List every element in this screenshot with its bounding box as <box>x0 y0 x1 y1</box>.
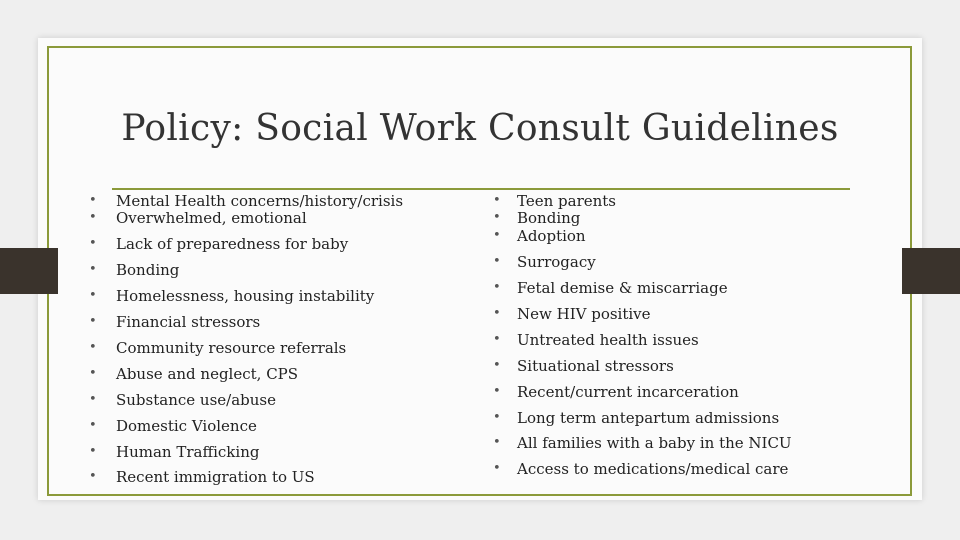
right-list-item: Recent/current incarceration <box>517 383 739 401</box>
bullet-marker: • <box>493 461 501 476</box>
bullet-marker: • <box>493 384 501 399</box>
left-list-item: Human Trafficking <box>116 443 260 461</box>
bullet-marker: • <box>493 280 501 295</box>
right-list-item: Surrogacy <box>517 253 596 271</box>
left-list-item: Recent immigration to US <box>116 468 315 486</box>
bullet-marker: • <box>89 210 97 225</box>
bullet-marker: • <box>493 358 501 373</box>
bullet-marker: • <box>89 236 97 251</box>
title-underline <box>112 188 850 190</box>
left-list-item: Abuse and neglect, CPS <box>116 365 299 383</box>
right-list-item: Fetal demise & miscarriage <box>517 279 728 297</box>
bullet-marker: • <box>89 193 97 208</box>
right-list-item: Access to medications/medical care <box>517 460 789 478</box>
bullet-marker: • <box>89 418 97 433</box>
left-list-item: Financial stressors <box>116 313 261 331</box>
bullet-marker: • <box>89 392 97 407</box>
bullet-marker: • <box>493 210 501 225</box>
bullet-marker: • <box>89 469 97 484</box>
bullet-marker: • <box>89 288 97 303</box>
left-list-item: Lack of preparedness for baby <box>116 235 349 253</box>
bullet-marker: • <box>89 444 97 459</box>
left-list-item: Overwhelmed, emotional <box>116 209 307 227</box>
left-list-item: Mental Health concerns/history/crisis <box>116 192 404 210</box>
bullet-marker: • <box>493 306 501 321</box>
right-list-item: All families with a baby in the NICU <box>517 434 792 452</box>
left-list-item: Substance use/abuse <box>116 391 276 409</box>
bullet-marker: • <box>493 410 501 425</box>
left-list-item: Homelessness, housing instability <box>116 287 375 305</box>
left-list-item: Bonding <box>116 261 180 279</box>
bullet-marker: • <box>493 193 501 208</box>
left-edge-tab <box>0 248 58 294</box>
slide-title: Policy: Social Work Consult Guidelines <box>121 108 839 149</box>
bullet-marker: • <box>493 435 501 450</box>
bullet-marker: • <box>493 228 501 243</box>
bullet-marker: • <box>89 366 97 381</box>
right-list-item: Bonding <box>517 209 581 227</box>
bullet-marker: • <box>493 332 501 347</box>
left-list-item: Domestic Violence <box>116 417 257 435</box>
right-list-item: Teen parents <box>517 192 617 210</box>
right-list-item: Adoption <box>517 227 586 245</box>
bullet-marker: • <box>89 314 97 329</box>
left-list-item: Community resource referrals <box>116 339 347 357</box>
right-list-item: Long term antepartum admissions <box>517 409 780 427</box>
right-edge-tab <box>902 248 960 294</box>
right-list-item: Situational stressors <box>517 357 674 375</box>
right-list-item: New HIV positive <box>517 305 651 323</box>
right-list-item: Untreated health issues <box>517 331 699 349</box>
bullet-marker: • <box>89 340 97 355</box>
bullet-marker: • <box>89 262 97 277</box>
bullet-marker: • <box>493 254 501 269</box>
